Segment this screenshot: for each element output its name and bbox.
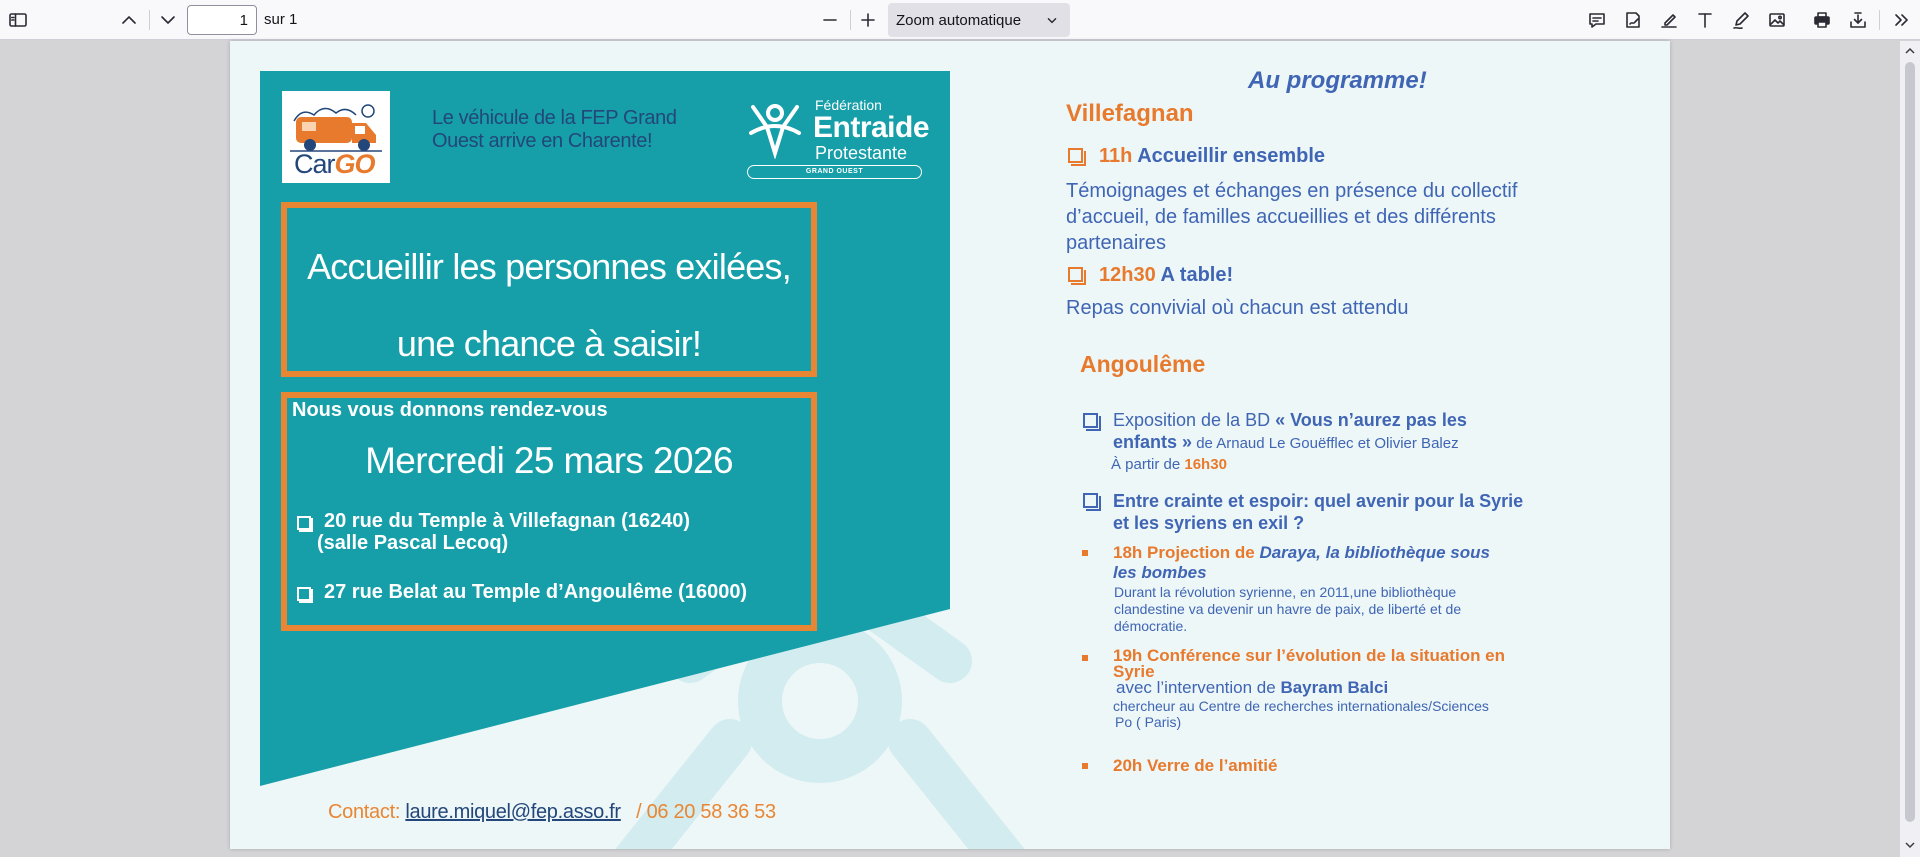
rendezvous-box bbox=[281, 392, 817, 631]
people-circle-icon bbox=[745, 99, 805, 159]
contact-line bbox=[328, 801, 776, 824]
item-1-desc-line-2: d’accueil, de familles accueillies et des différents bbox=[1066, 206, 1496, 228]
draw-button[interactable] bbox=[1726, 5, 1756, 35]
expo-line-3-a: À partir de bbox=[1111, 456, 1185, 473]
signature-button[interactable] bbox=[1618, 5, 1648, 35]
logo-text-go: GO bbox=[334, 149, 375, 179]
pdf-toolbar bbox=[0, 0, 1920, 40]
debate-title bbox=[1113, 490, 1523, 534]
scroll-down-icon[interactable] bbox=[1904, 839, 1916, 851]
header-line-2: Ouest arrive en Charente! bbox=[432, 130, 653, 152]
pdf-page bbox=[230, 41, 1670, 849]
item-2-time: 12h30 bbox=[1099, 264, 1156, 286]
toolbar-divider bbox=[1879, 10, 1880, 30]
program-heading: Au programme! bbox=[1248, 67, 1427, 94]
fep-region-badge: GRAND OUEST bbox=[747, 165, 922, 179]
conference-role-line-1: chercheur au Centre de recherches internationales/Sciences bbox=[1113, 698, 1489, 714]
expo-line-3-b: 16h30 bbox=[1184, 456, 1227, 473]
draw-icon bbox=[1731, 10, 1751, 30]
expo-line-2 bbox=[1113, 432, 1459, 453]
fep-protestante-label: Protestante bbox=[815, 143, 908, 163]
square-bullet-icon bbox=[1082, 550, 1088, 556]
projection-desc-line-1: Durant la révolution syrienne, en 2011,une bibliothèque bbox=[1114, 584, 1457, 600]
title-box bbox=[281, 202, 817, 377]
scrollbar-thumb[interactable] bbox=[1905, 62, 1915, 822]
angouleme-title: Angoulême bbox=[1080, 351, 1206, 377]
scroll-up-icon[interactable] bbox=[1904, 45, 1916, 57]
item-1-title: Accueillir ensemble bbox=[1137, 145, 1326, 167]
conference-role-line-2: Po ( Paris) bbox=[1115, 714, 1182, 730]
previous-page-button[interactable] bbox=[114, 5, 144, 35]
expo-line-1-b: « Vous n’aurez pas les bbox=[1275, 410, 1467, 430]
checkbox-bullet-icon bbox=[297, 516, 311, 530]
fep-federation-label: Fédération bbox=[815, 97, 882, 113]
add-text-button[interactable] bbox=[1690, 5, 1720, 35]
image-icon bbox=[1767, 10, 1787, 30]
item-1-time: 11h bbox=[1099, 145, 1133, 167]
toolbar-divider bbox=[850, 10, 851, 30]
more-tools-icon bbox=[1891, 10, 1911, 30]
address-2: 27 rue Belat au Temple d’Angoulême (16000) bbox=[324, 581, 748, 603]
item-2-title: A table! bbox=[1160, 264, 1234, 286]
checkbox-bullet-icon bbox=[1068, 267, 1083, 282]
title-line-2: une chance à saisir! bbox=[396, 323, 702, 364]
villefagnan-item-2 bbox=[1099, 264, 1233, 287]
conference-speaker-name: Bayram Balci bbox=[1280, 678, 1389, 697]
rendezvous-intro: Nous vous donnons rendez-vous bbox=[292, 399, 608, 421]
zoom-select[interactable] bbox=[888, 3, 1070, 37]
highlight-icon bbox=[1659, 10, 1679, 30]
highlight-button[interactable] bbox=[1654, 5, 1684, 35]
checkbox-bullet-icon bbox=[1068, 148, 1083, 163]
arrow-up-icon bbox=[119, 10, 139, 30]
zoom-in-icon bbox=[858, 10, 878, 30]
contact-label: Contact: bbox=[328, 801, 401, 823]
contact-phone: / 06 20 58 36 53 bbox=[636, 801, 776, 823]
expo-line-1-a: Exposition de la BD bbox=[1113, 410, 1276, 430]
villefagnan-title: Villefagnan bbox=[1066, 100, 1194, 127]
conference-with: avec l’intervention de bbox=[1116, 678, 1281, 697]
header-text bbox=[432, 107, 722, 153]
more-tools-button[interactable] bbox=[1886, 5, 1916, 35]
zoom-out-button[interactable] bbox=[815, 5, 845, 35]
expo-line-2-a: enfants » bbox=[1113, 432, 1193, 452]
final-item: 20h Verre de l’amitié bbox=[1113, 756, 1278, 775]
zoom-select-value: Zoom automatique bbox=[896, 11, 1022, 29]
page-total-label: sur 1 bbox=[264, 11, 298, 28]
item-2-description: Repas convivial où chacun est attendu bbox=[1066, 297, 1409, 319]
item-1-desc-line-3: partenaires bbox=[1066, 232, 1167, 254]
conference-speaker bbox=[1116, 678, 1388, 698]
toolbar-divider bbox=[149, 10, 150, 30]
projection-film-line-1: Daraya, la bibliothèque sous bbox=[1259, 543, 1490, 562]
logo-text-car: Car bbox=[294, 149, 335, 179]
projection-title bbox=[1113, 543, 1490, 583]
projection-time: 18h Projection de bbox=[1113, 543, 1260, 562]
chevron-down-icon bbox=[1044, 12, 1060, 28]
header-line-1: Le véhicule de la FEP Grand bbox=[432, 107, 677, 129]
zoom-out-icon bbox=[820, 10, 840, 30]
download-icon bbox=[1848, 10, 1868, 30]
cargo-logo bbox=[282, 91, 390, 183]
next-page-button[interactable] bbox=[153, 5, 183, 35]
expo-line-2-b: de Arnaud Le Gouëfflec et Olivier Balez bbox=[1192, 435, 1459, 452]
projection-description bbox=[1114, 584, 1461, 635]
checkbox-bullet-icon bbox=[297, 587, 311, 601]
fep-entraide-label: Entraide bbox=[813, 111, 930, 144]
comment-icon bbox=[1587, 10, 1607, 30]
comment-button[interactable] bbox=[1582, 5, 1612, 35]
conference-title bbox=[1113, 648, 1505, 680]
conference-role bbox=[1113, 698, 1489, 730]
conference-line-2: Syrie bbox=[1113, 662, 1155, 681]
debate-line-1: Entre crainte et espoir: quel avenir pour la Syrie bbox=[1113, 491, 1524, 511]
projection-film-line-2: les bombes bbox=[1113, 563, 1207, 582]
zoom-in-button[interactable] bbox=[853, 5, 883, 35]
debate-line-2: et les syriens en exil ? bbox=[1113, 513, 1305, 533]
print-icon bbox=[1812, 10, 1832, 30]
square-bullet-icon bbox=[1082, 763, 1088, 769]
text-icon bbox=[1695, 10, 1715, 30]
expo-line-3 bbox=[1111, 456, 1227, 473]
projection-desc-line-2: clandestine va devenir un havre de paix, de liberté et de bbox=[1114, 601, 1462, 617]
item-1-desc-line-1: Témoignages et échanges en présence du collectif bbox=[1066, 180, 1518, 202]
title-line-1: Accueillir les personnes exilées, bbox=[307, 246, 791, 287]
contact-email-link[interactable]: laure.miquel@fep.asso.fr bbox=[405, 801, 621, 823]
item-1-description bbox=[1066, 178, 1517, 256]
expo-line-1 bbox=[1113, 410, 1467, 431]
square-bullet-icon bbox=[1082, 655, 1088, 661]
checkbox-bullet-icon bbox=[1083, 413, 1098, 428]
checkbox-bullet-icon bbox=[1083, 493, 1098, 508]
add-image-button[interactable] bbox=[1762, 5, 1792, 35]
page-number-input[interactable] bbox=[187, 5, 257, 35]
address-1-line-2: (salle Pascal Lecoq) bbox=[317, 532, 509, 554]
event-date: Mercredi 25 mars 2026 bbox=[365, 440, 733, 481]
sidebar-icon bbox=[8, 10, 28, 30]
signature-icon bbox=[1623, 10, 1643, 30]
villefagnan-item-1 bbox=[1099, 145, 1325, 168]
sidebar-toggle-button[interactable] bbox=[3, 5, 33, 35]
save-button[interactable] bbox=[1843, 5, 1873, 35]
address-1-line-1: 20 rue du Temple à Villefagnan (16240) bbox=[324, 510, 691, 532]
arrow-down-icon bbox=[158, 10, 178, 30]
conference-line-1: 19h Conférence sur l’évolution de la situation en bbox=[1113, 646, 1506, 665]
projection-desc-line-3: démocratie. bbox=[1114, 618, 1188, 634]
print-button[interactable] bbox=[1807, 5, 1837, 35]
